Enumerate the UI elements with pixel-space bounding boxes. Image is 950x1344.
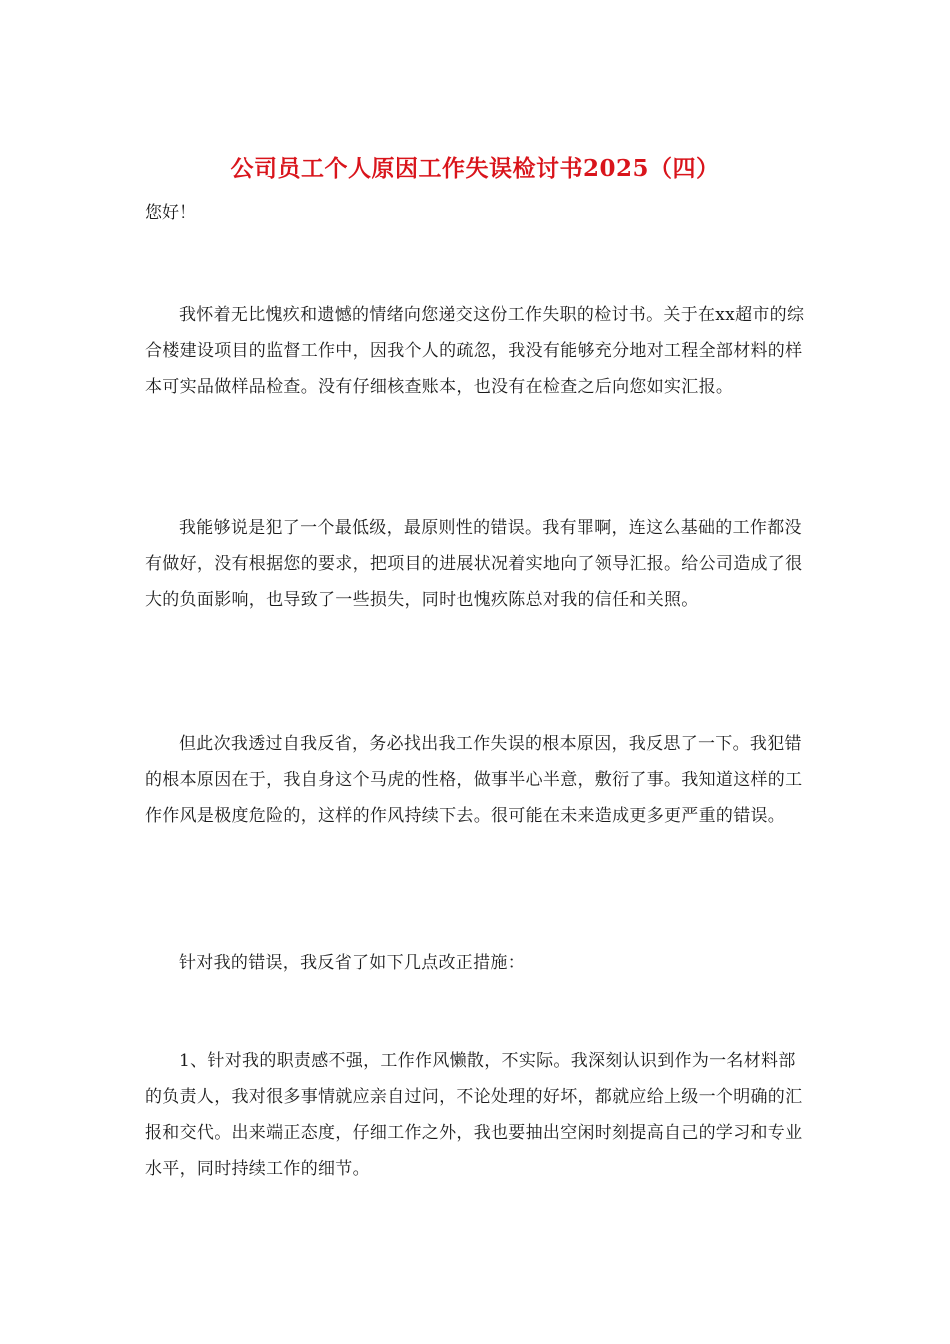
greeting-text: 您好！ [145,203,196,223]
paragraph-4: 针对我的错误，我反省了如下几点改正措施： [179,953,525,973]
document-title: 公司员工个人原因工作失误检讨书2025（四） [230,155,720,182]
paragraph-3: 但此次我透过自我反省，务必找出我工作失误的根本原因，我反思了一下。我犯错的根本原因在于，我自身这个马虎的性格，做事半心半意，敷衍了事。我知道这样的工作作风是极度危险的，这样的作风持续下去。很可能在未来造成更多更严重的错误。 [145,734,803,826]
paragraph-5: 1、针对我的职责感不强，工作作风懒散，不实际。我深刻认识到作为一名材料部的负责人，我对很多事情就应亲自过问，不论处理的好坏，都就应给上级一个明确的汇报和交代。出来端正态度，仔细工作之外，我也要抽出空闲时刻提高自己的学习和专业水平，同时持续工作的细节。 [145,1051,803,1179]
paragraph-2: 我能够说是犯了一个最低级，最原则性的错误。我有罪啊，连这么基础的工作都没有做好，没有根据您的要求，把项目的进展状况着实地向了领导汇报。给公司造成了很大的负面影响，也导致了一些损失，同时也愧疚陈总对我的信任和关照。 [145,518,803,610]
paragraph-1: 我怀着无比愧疚和遗憾的情绪向您递交这份工作失职的检讨书。关于在xx超市的综合楼建设项目的监督工作中，因我个人的疏忽，我没有能够充分地对工程全部材料的样本可实品做样品检查。没有仔细核查账本，也没有在检查之后向您如实汇报。 [145,305,805,397]
